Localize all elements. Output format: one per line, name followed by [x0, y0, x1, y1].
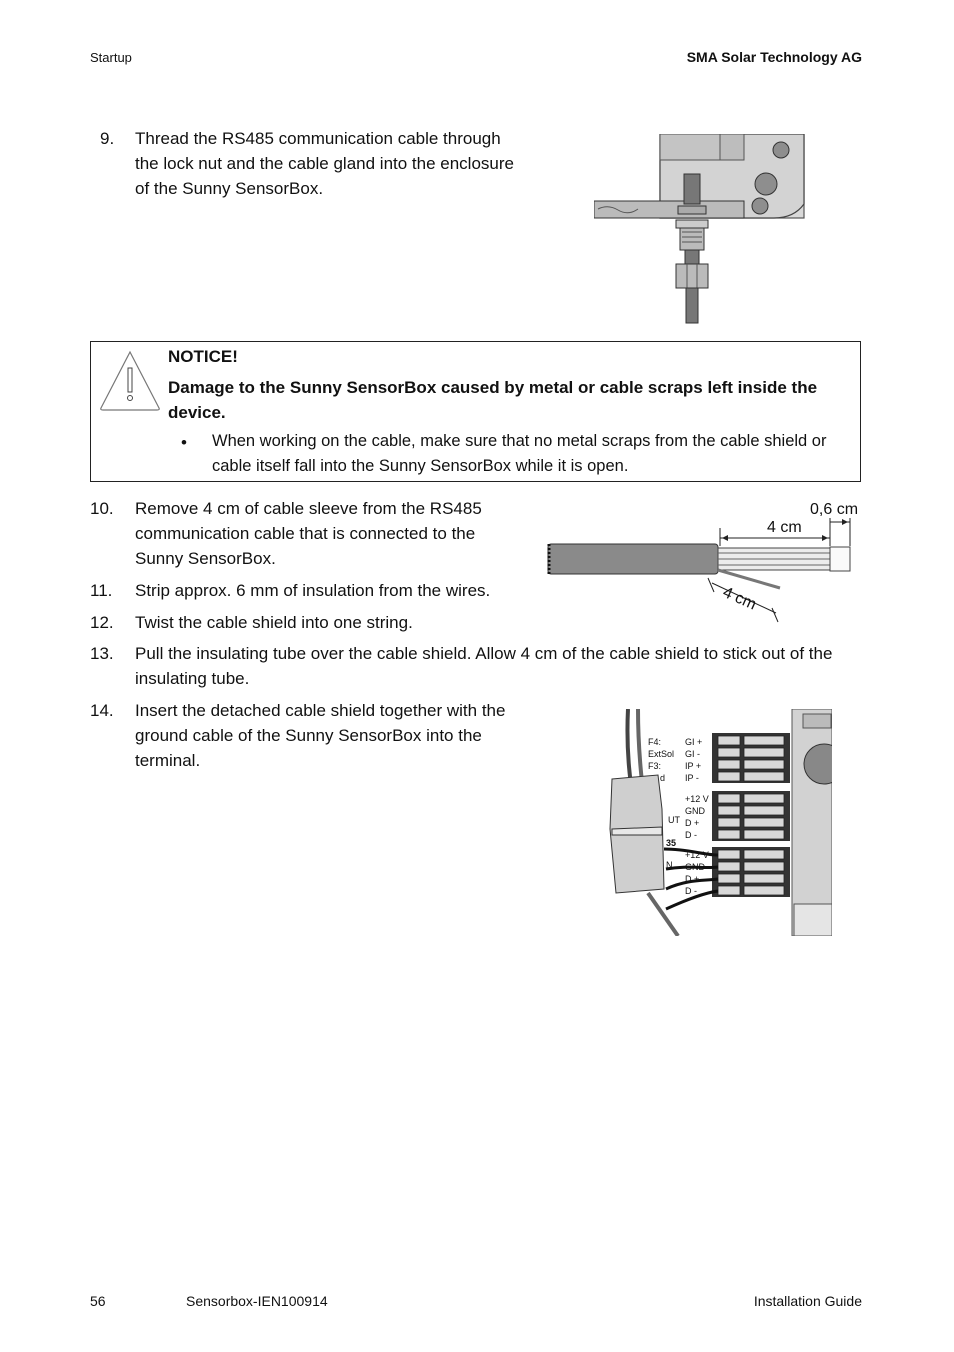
header-section: Startup: [90, 50, 132, 65]
notice-bullet-text: [212, 429, 857, 479]
footer-doc-id: Sensorbox-IEN100914: [186, 1293, 328, 1309]
terminal-label: 35: [666, 838, 677, 848]
terminal-label: N: [666, 860, 673, 870]
step-number: 9.: [100, 129, 115, 148]
step-line: the lock nut and the cable gland into the enclosure: [135, 154, 514, 173]
dim-label-sleeve: 4 cm: [767, 519, 802, 536]
terminal-label: GI +: [685, 737, 703, 747]
terminal-label: GI -: [685, 749, 700, 759]
stripped-cable-illustration: [540, 498, 870, 628]
terminal-label: D +: [685, 818, 700, 828]
step-line: Remove 4 cm of cable sleeve from the RS485: [135, 499, 482, 518]
step-text: [135, 610, 413, 635]
terminal-label: IP +: [685, 761, 702, 771]
step-line: Sunny SensorBox.: [135, 549, 276, 568]
step-line: Insert the detached cable shield together with the: [135, 701, 506, 720]
terminal-illustration: [608, 709, 832, 936]
notice-title: NOTICE!: [168, 347, 238, 366]
step-text: [135, 496, 482, 571]
terminal-label: GND: [685, 862, 705, 872]
step-line: terminal.: [135, 751, 201, 770]
terminal-label: UT: [668, 815, 680, 825]
terminal-label: IP -: [685, 773, 699, 783]
terminal-label: D -: [685, 886, 697, 896]
terminal-label: D +: [685, 874, 700, 884]
terminal-label: +12 V: [685, 794, 709, 804]
dim-label-shield-length: 4 cm: [720, 584, 759, 614]
terminal-label: D -: [685, 830, 697, 840]
cable-gland-illustration: [594, 134, 806, 324]
terminal-label: F4:: [648, 737, 662, 747]
dim-label-shield: 0,6 cm: [810, 501, 859, 518]
step-text: [135, 578, 490, 603]
terminal-left-labels: [648, 736, 674, 784]
bullet-marker: •: [181, 433, 187, 452]
step-number: 11.: [90, 581, 113, 600]
step-number: 10.: [90, 499, 114, 518]
notice-heading: [168, 375, 858, 425]
terminal-group-2: [685, 793, 709, 841]
terminal-drawing: [608, 709, 832, 936]
step-line: Thread the RS485 communication cable through: [135, 129, 501, 148]
notice-heading-line: device.: [168, 403, 226, 422]
header-company: SMA Solar Technology AG: [686, 49, 862, 65]
step-line: insulating tube.: [135, 669, 250, 688]
step-text: [135, 698, 505, 773]
step-line: Twist the cable shield into one string.: [135, 613, 413, 632]
step-line: Pull the insulating tube over the cable shield. Allow 4 cm of the cable shield to stick out of the: [135, 644, 833, 663]
step-line: of the Sunny SensorBox.: [135, 179, 324, 198]
step-line: ground cable of the Sunny SensorBox into the: [135, 726, 482, 745]
terminal-label: +12 V: [685, 850, 709, 860]
terminal-group-3: [685, 849, 709, 897]
notice-bullet-line: cable itself fall into the Sunny SensorBox while it is open.: [212, 457, 629, 475]
step-number: 12.: [90, 613, 114, 632]
step-number: 14.: [90, 701, 114, 720]
terminal-group-1: [685, 736, 702, 784]
footer-doc-type: Installation Guide: [753, 1293, 862, 1309]
footer-page-number: 56: [90, 1293, 106, 1309]
warning-icon: [97, 348, 163, 412]
notice-bullet-line: When working on the cable, make sure that no metal scraps from the cable shield or: [212, 432, 827, 450]
step-line: communication cable that is connected to the: [135, 524, 476, 543]
terminal-label: d: [660, 773, 666, 783]
step-line: Strip approx. 6 mm of insulation from the wires.: [135, 581, 491, 600]
terminal-label: GND: [685, 806, 705, 816]
step-text: [135, 641, 832, 691]
notice-heading-line: Damage to the Sunny SensorBox caused by metal or cable scraps left inside the: [168, 378, 818, 397]
notice-box: [90, 341, 861, 482]
step-text: [135, 126, 514, 201]
terminal-label: ExtSol: [648, 749, 675, 759]
step-number: 13.: [90, 644, 114, 663]
terminal-label: F3:: [648, 761, 662, 771]
